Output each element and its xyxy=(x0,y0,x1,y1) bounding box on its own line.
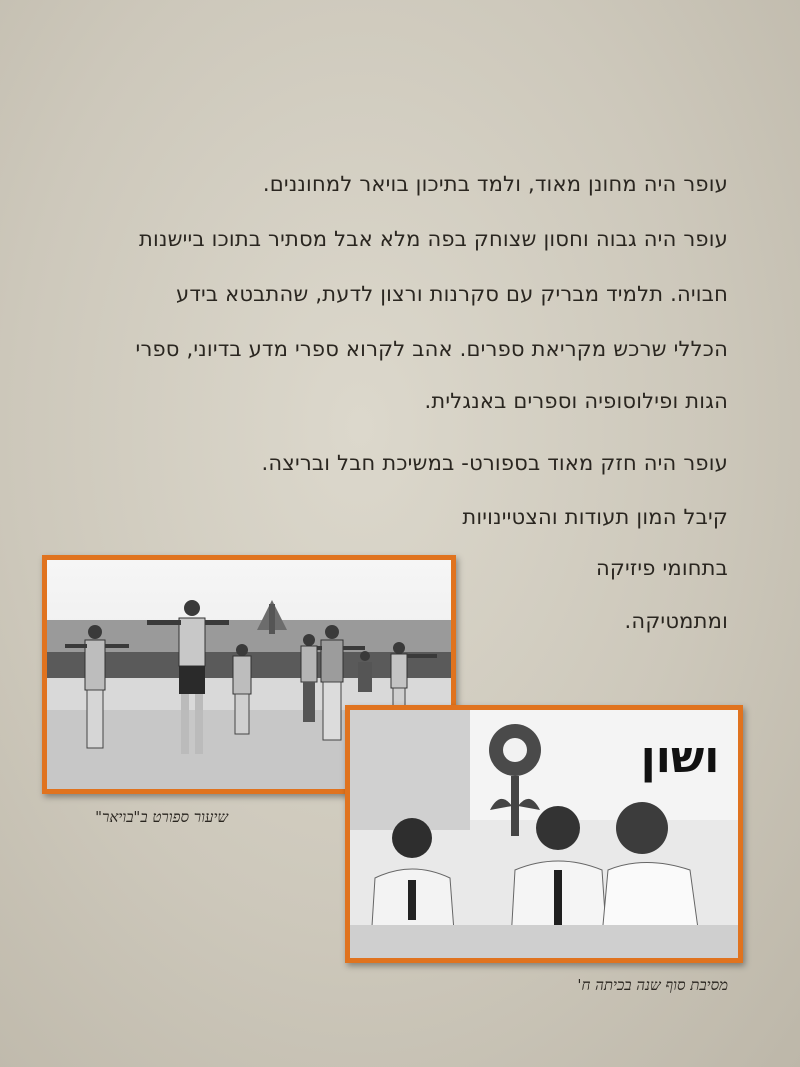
paragraph-line: עופר היה מחונן מאוד, ולמד בתיכון בויאר למחוננים. xyxy=(262,172,728,196)
party-image xyxy=(350,710,738,958)
paragraph-line: ומתמטיקה. xyxy=(624,609,728,633)
photo-caption: מסיבת סוף שנה בכיתה ח' xyxy=(577,976,728,994)
paragraph-line: בתחומי פיזיקה xyxy=(595,556,728,580)
party-photo xyxy=(345,705,743,963)
paragraph-line: עופר היה חזק מאוד בספורט- במשיכת חבל ובריצה. xyxy=(261,451,728,475)
paragraph-line: חבויה. תלמיד מבריק עם סקרנות ורצון לדעת, שהתבטא בידע xyxy=(175,282,728,306)
photo-caption: שיעור ספורט ב"בויאר" xyxy=(95,808,228,826)
banner-text: ושון xyxy=(640,732,720,783)
paragraph-line: הכללי שרכש מקריאת ספרים. אהב לקרוא ספרי מדע בדיוני, ספרי xyxy=(135,337,728,361)
paragraph-line: קיבל המון תעודות והצטיינויות xyxy=(462,505,728,529)
paragraph-line: הגות ופילוסופיה וספרים באנגלית. xyxy=(424,389,728,413)
paragraph-line: עופר היה גבוה וחסון שצוחק בפה מלא אבל מסתיר בתוכו ביישנות xyxy=(139,227,728,251)
